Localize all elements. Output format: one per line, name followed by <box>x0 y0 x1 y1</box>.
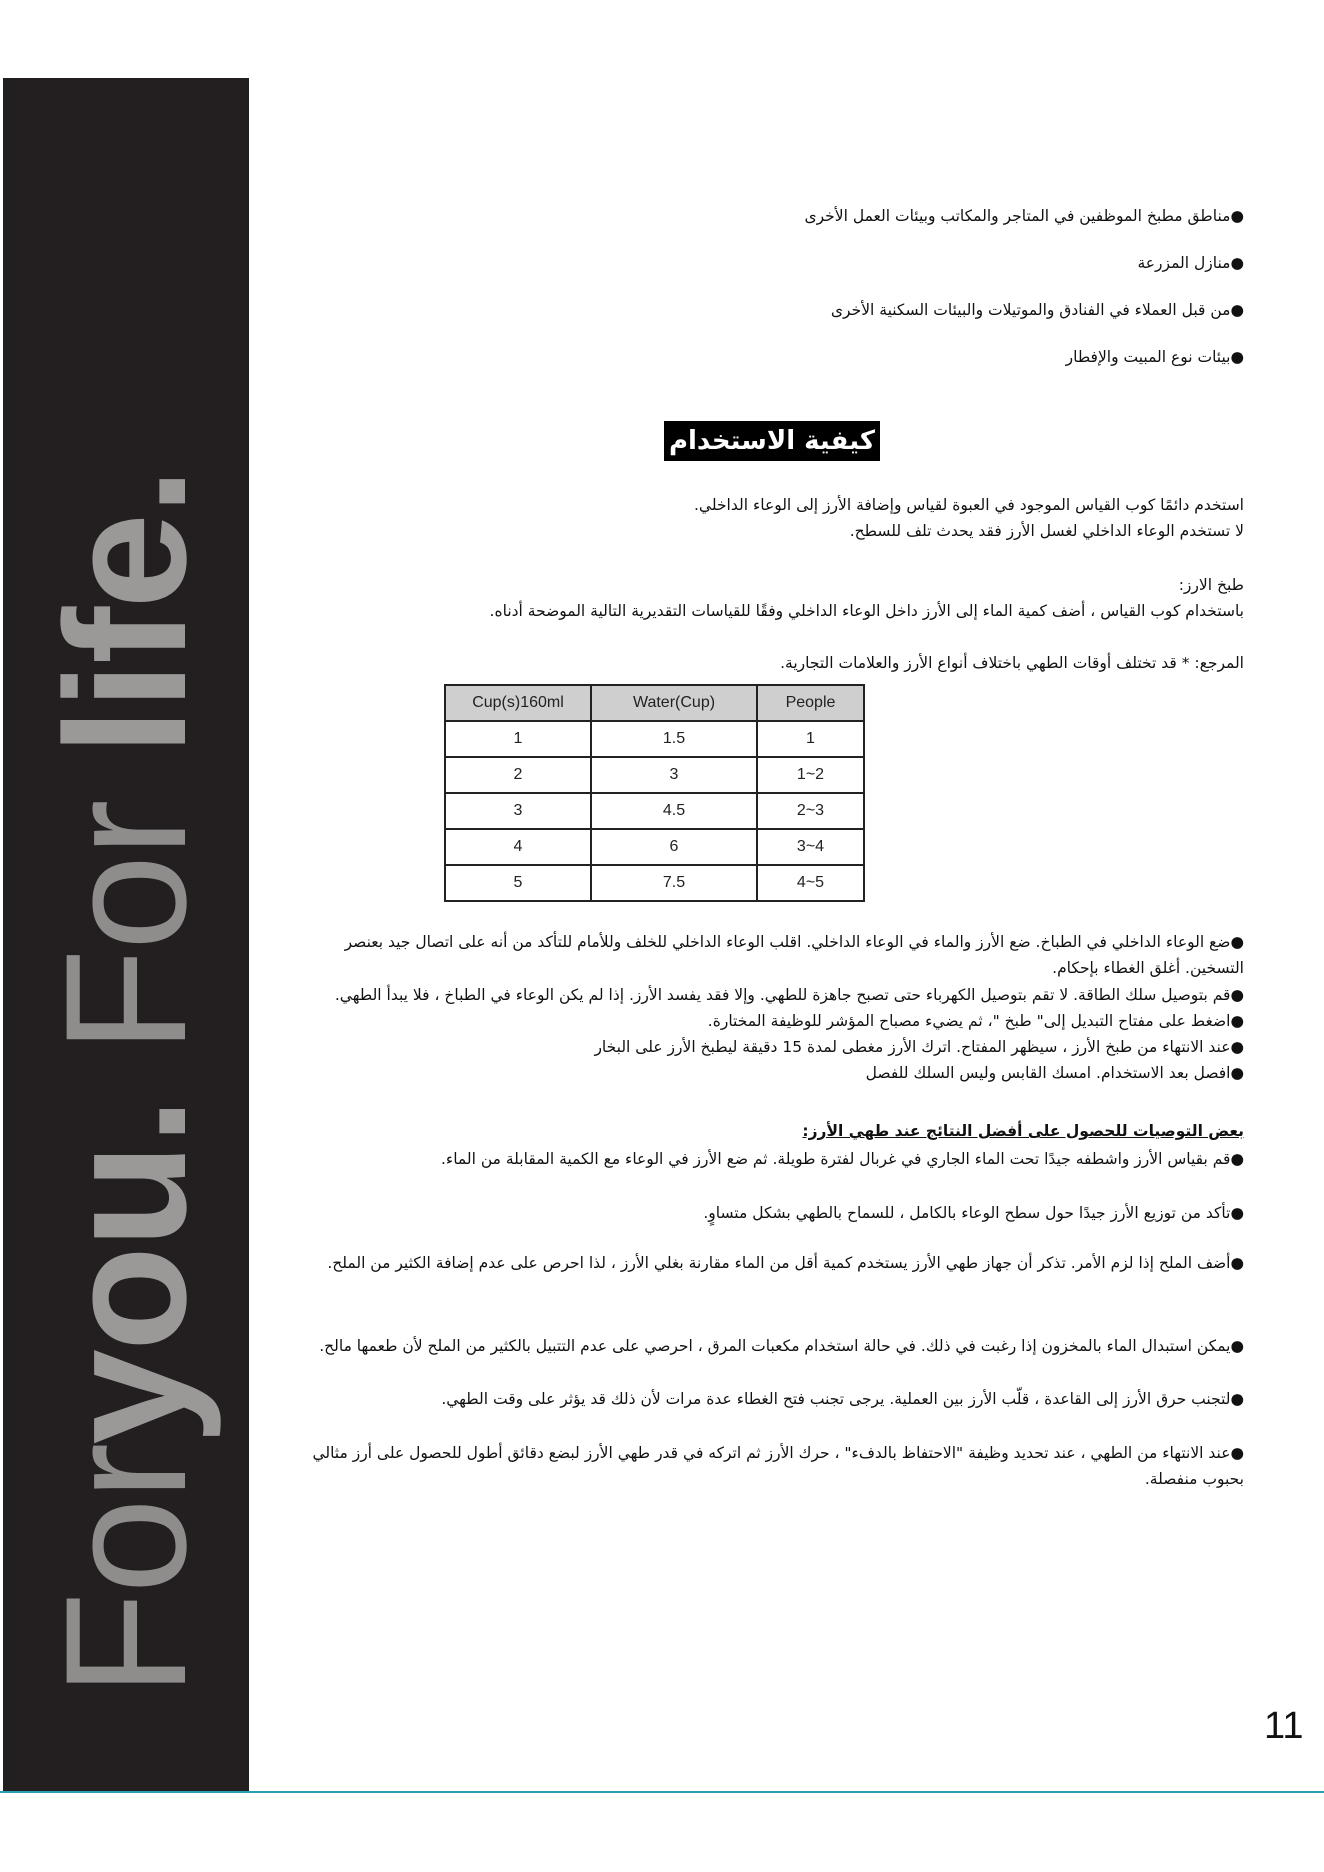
tip-3: ●أضف الملح إذا لزم الأمر. تذكر أن جهاز طهي الأرز يستخدم كمية أقل من الماء مقارنة بغلي الأرز ، لذا احرص على عدم إضافة الكثير من الملح. <box>327 1254 1244 1272</box>
slogan-for: For <box>30 1444 222 1697</box>
tip-4: ●يمكن استبدال الماء بالمخزون إذا رغبت في ذلك. في حالة استخدام مكعبات المرق ، احرصي على عدم التتبيل بالكثير من الملح لأن طعمها مالح. <box>319 1337 1244 1355</box>
bullet-staff-kitchens: ●مناطق مطبخ الموظفين في المتاجر والمكاتب وبيئات العمل الأخرى <box>804 207 1244 225</box>
reference-note: المرجع: * قد تختلف أوقات الطهي باختلاف أنواع الأرز والعلامات التجارية. <box>780 654 1244 672</box>
table-row <box>445 829 864 865</box>
slogan-for-2: For <box>30 801 222 1054</box>
table-row <box>445 757 864 793</box>
step-3: ●اضغط على مفتاح التبديل إلى" طبخ "، ثم يضيء مصباح المؤشر للوظيفة المختارة. <box>707 1012 1244 1030</box>
cell-people: 1~2 <box>757 757 864 793</box>
header-people: People <box>757 685 864 721</box>
section-heading: كيفية الاستخدام <box>664 421 880 461</box>
cell-people: 3~4 <box>757 829 864 865</box>
cell-cups: 5 <box>445 865 591 901</box>
bullet-bed-breakfast: ●بيئات نوع المبيت والإفطار <box>1065 348 1244 366</box>
step-1: ●ضع الوعاء الداخلي في الطباخ. ضع الأرز والماء في الوعاء الداخلي. اقلب الوعاء الداخلي للخلف وللأمام للتأكد من أنه على اتصال جيد بعنصر التسخين. أغلق الغطاء بإحكام. <box>344 933 1244 977</box>
header-water: Water(Cup) <box>591 685 757 721</box>
table-header-row <box>445 685 864 721</box>
cell-cups: 3 <box>445 793 591 829</box>
page-number: 11 <box>1264 1705 1304 1747</box>
rice-water-table <box>444 684 865 902</box>
table-row <box>445 865 864 901</box>
step-2: ●قم بتوصيل سلك الطاقة. لا تقم بتوصيل الكهرباء حتى تصبح جاهزة للطهي. وإلا فقد يفسد الأرز. إذا لم يكن الوعاء في الطباخ ، فلا يبدأ الطهي. <box>334 986 1244 1004</box>
step-4: ●عند الانتهاء من طبخ الأرز ، سيظهر المفتاح. اترك الأرز مغطى لمدة 15 دقيقة ليطبخ الأرز على البخار <box>594 1038 1244 1056</box>
header-cups: Cup(s)160ml <box>445 685 591 721</box>
slogan-life: life. <box>30 469 222 756</box>
cell-water: 3 <box>591 757 757 793</box>
cell-water: 7.5 <box>591 865 757 901</box>
cell-water: 4.5 <box>591 793 757 829</box>
tips-title: بعض التوصيات للحصول على أفضل النتائج عند طهي الأرز: <box>802 1122 1244 1140</box>
cell-water: 1.5 <box>591 721 757 757</box>
intro-line-1: استخدم دائمًا كوب القياس الموجود في العبوة لقياس وإضافة الأرز إلى الوعاء الداخلي. <box>693 496 1244 514</box>
slogan-you: you. <box>30 1099 222 1445</box>
table-row <box>445 721 864 757</box>
tip-1: ●قم بقياس الأرز واشطفه جيدًا تحت الماء الجاري في غربال لفترة طويلة. ثم ضع الأرز في الوعاء مع الكمية المقابلة من الماء. <box>440 1150 1244 1168</box>
bullet-farm-houses: ●منازل المزرعة <box>1137 254 1244 272</box>
brand-sidebar <box>3 78 249 1791</box>
step-5: ●افصل بعد الاستخدام. امسك القابس وليس السلك للفصل <box>865 1064 1244 1082</box>
tip-2: ●تأكد من توزيع الأرز جيدًا حول سطح الوعاء بالكامل ، للسماح بالطهي بشكل متساوٍ. <box>703 1204 1244 1222</box>
table-row <box>445 793 864 829</box>
intro-line-2: لا تستخدم الوعاء الداخلي لغسل الأرز فقد يحدث تلف للسطح. <box>849 522 1244 540</box>
rice-cooking-title: طبخ الارز: <box>1178 576 1244 594</box>
bullet-hotels: ●من قبل العملاء في الفنادق والموتيلات والبيئات السكنية الأخرى <box>830 301 1244 319</box>
bottom-rule <box>0 1791 1324 1793</box>
cell-cups: 2 <box>445 757 591 793</box>
cell-water: 6 <box>591 829 757 865</box>
cell-people: 1 <box>757 721 864 757</box>
tip-6: ●عند الانتهاء من الطهي ، عند تحديد وظيفة "الاحتفاظ بالدفء" ، حرك الأرز ثم اتركه في قدر طهي الأرز لبضع دقائق أطول للحصول على أرز مثالي بحبوب منفصلة. <box>312 1444 1244 1488</box>
tip-5: ●لتجنب حرق الأرز إلى القاعدة ، قلّب الأرز بين العملية. يرجى تجنب فتح الغطاء عدة مرات لأن ذلك قد يؤثر على وقت الطهي. <box>441 1390 1244 1408</box>
cell-people: 4~5 <box>757 865 864 901</box>
cell-people: 2~3 <box>757 793 864 829</box>
brand-slogan <box>30 469 222 1697</box>
rice-cooking-text: باستخدام كوب القياس ، أضف كمية الماء إلى الأرز داخل الوعاء الداخلي وفقًا للقياسات التقديرية التالية الموضحة أدناه. <box>489 602 1244 620</box>
cell-cups: 4 <box>445 829 591 865</box>
cell-cups: 1 <box>445 721 591 757</box>
